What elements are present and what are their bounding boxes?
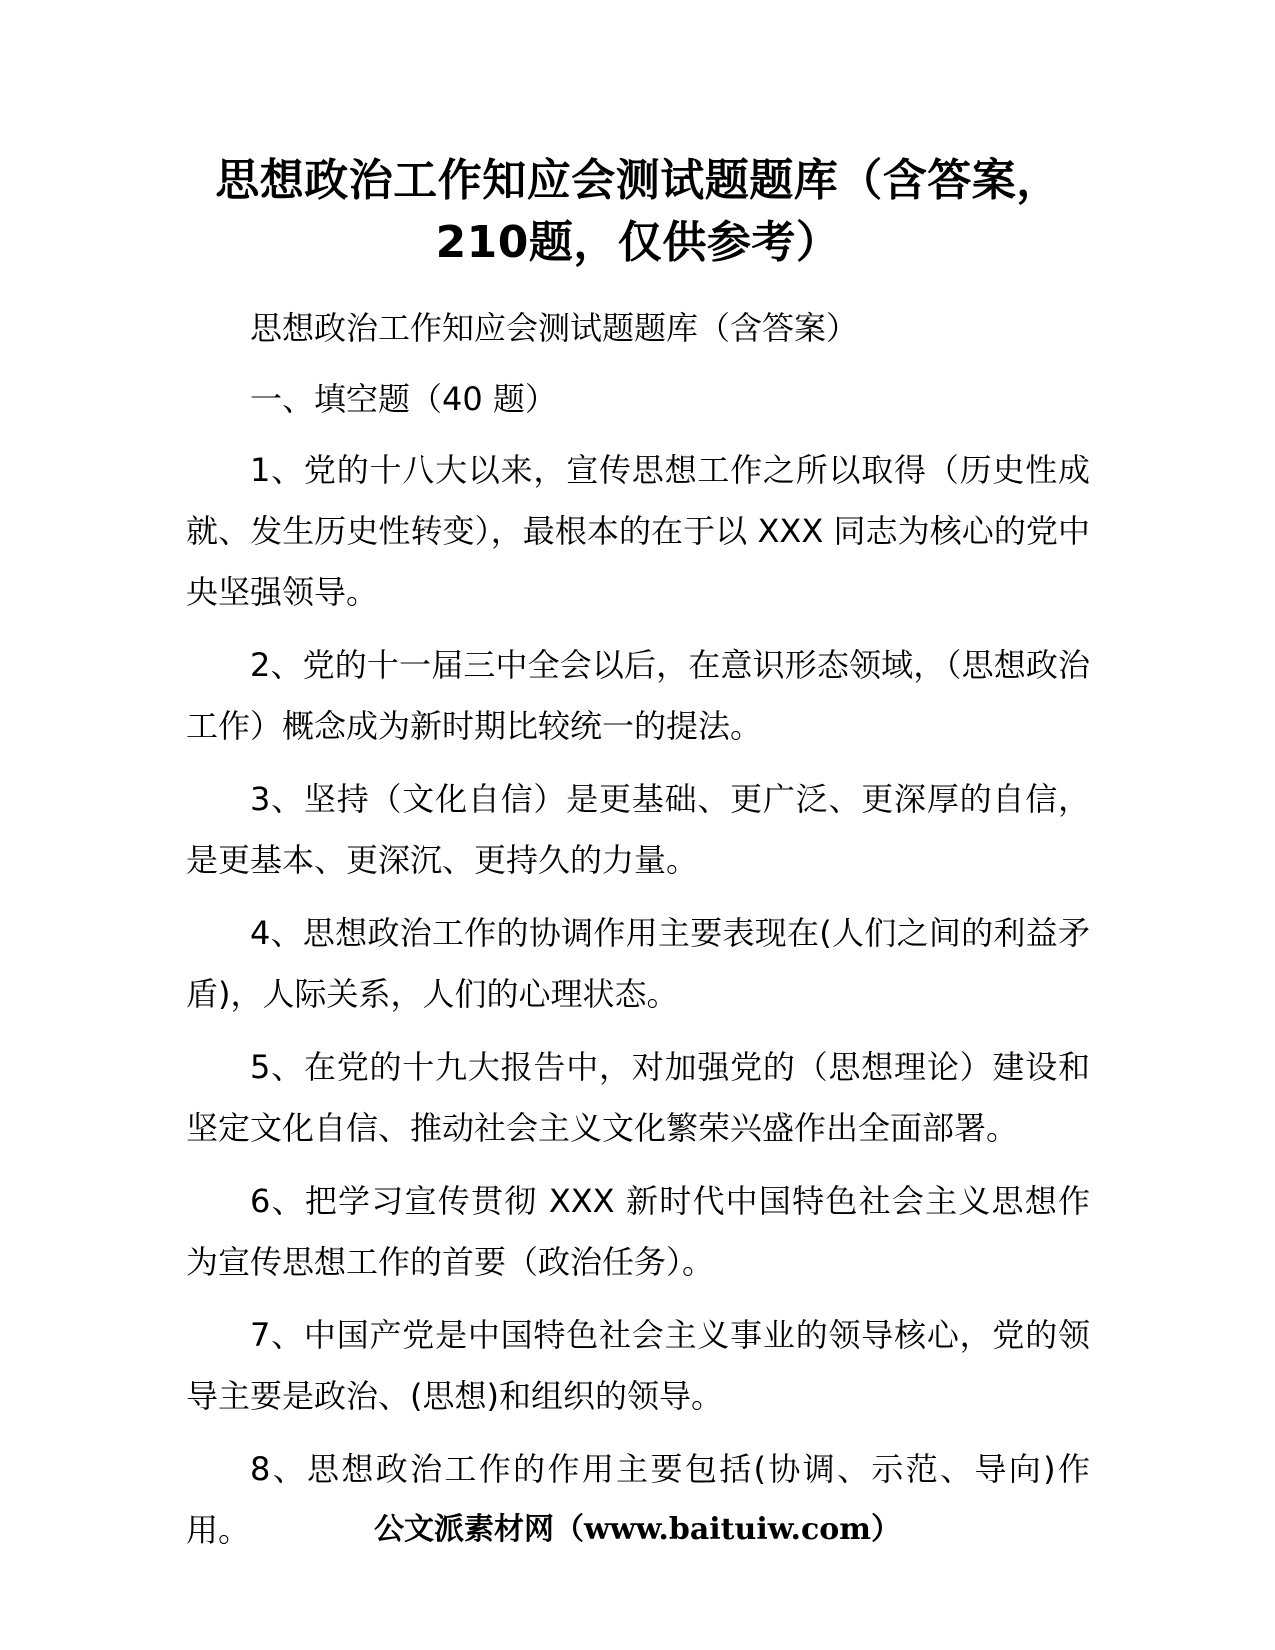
question-item: 1、党的十八大以来，宣传思想工作之所以取得（历史性成就、发生历史性转变），最根本的在于以 XXX 同志为核心的党中央坚强领导。 xyxy=(186,451,1090,611)
question-item: 3、坚持（文化自信）是更基础、更广泛、更深厚的自信，是更基本、更深沉、更持久的力量。 xyxy=(186,780,1090,879)
question-item: 2、党的十一届三中全会以后，在意识形态领域，（思想政治工作）概念成为新时期比较统一的提法。 xyxy=(186,646,1090,745)
footer-source: 公文派素材网（www.baituiw.com） xyxy=(373,1512,902,1547)
question-item: 7、中国产党是中国特色社会主义事业的领导核心，党的领导主要是政治、(思想)和组织的领导。 xyxy=(186,1316,1090,1415)
document-subtitle: 思想政治工作知应会测试题题库（含答案） xyxy=(250,309,859,347)
document-title: 思想政治工作知应会测试题题库（含答案，210题，仅供参考） xyxy=(215,155,1061,268)
question-item: 5、在党的十九大报告中，对加强党的（思想理论）建设和坚定文化自信、推动社会主义文化繁荣兴盛作出全面部署。 xyxy=(186,1048,1090,1147)
section-heading: 一、填空题（40 题） xyxy=(250,380,557,418)
question-item: 8、思想政治工作的作用主要包括(协调、示范、导向)作用。 xyxy=(186,1450,1090,1549)
question-item: 6、把学习宣传贯彻 XXX 新时代中国特色社会主义思想作为宣传思想工作的首要（政治任务）。 xyxy=(186,1182,1090,1281)
document-page xyxy=(186,150,1090,1573)
question-item: 4、思想政治工作的协调作用主要表现在(人们之间的利益矛盾)，人际关系，人们的心理状态。 xyxy=(186,914,1090,1013)
